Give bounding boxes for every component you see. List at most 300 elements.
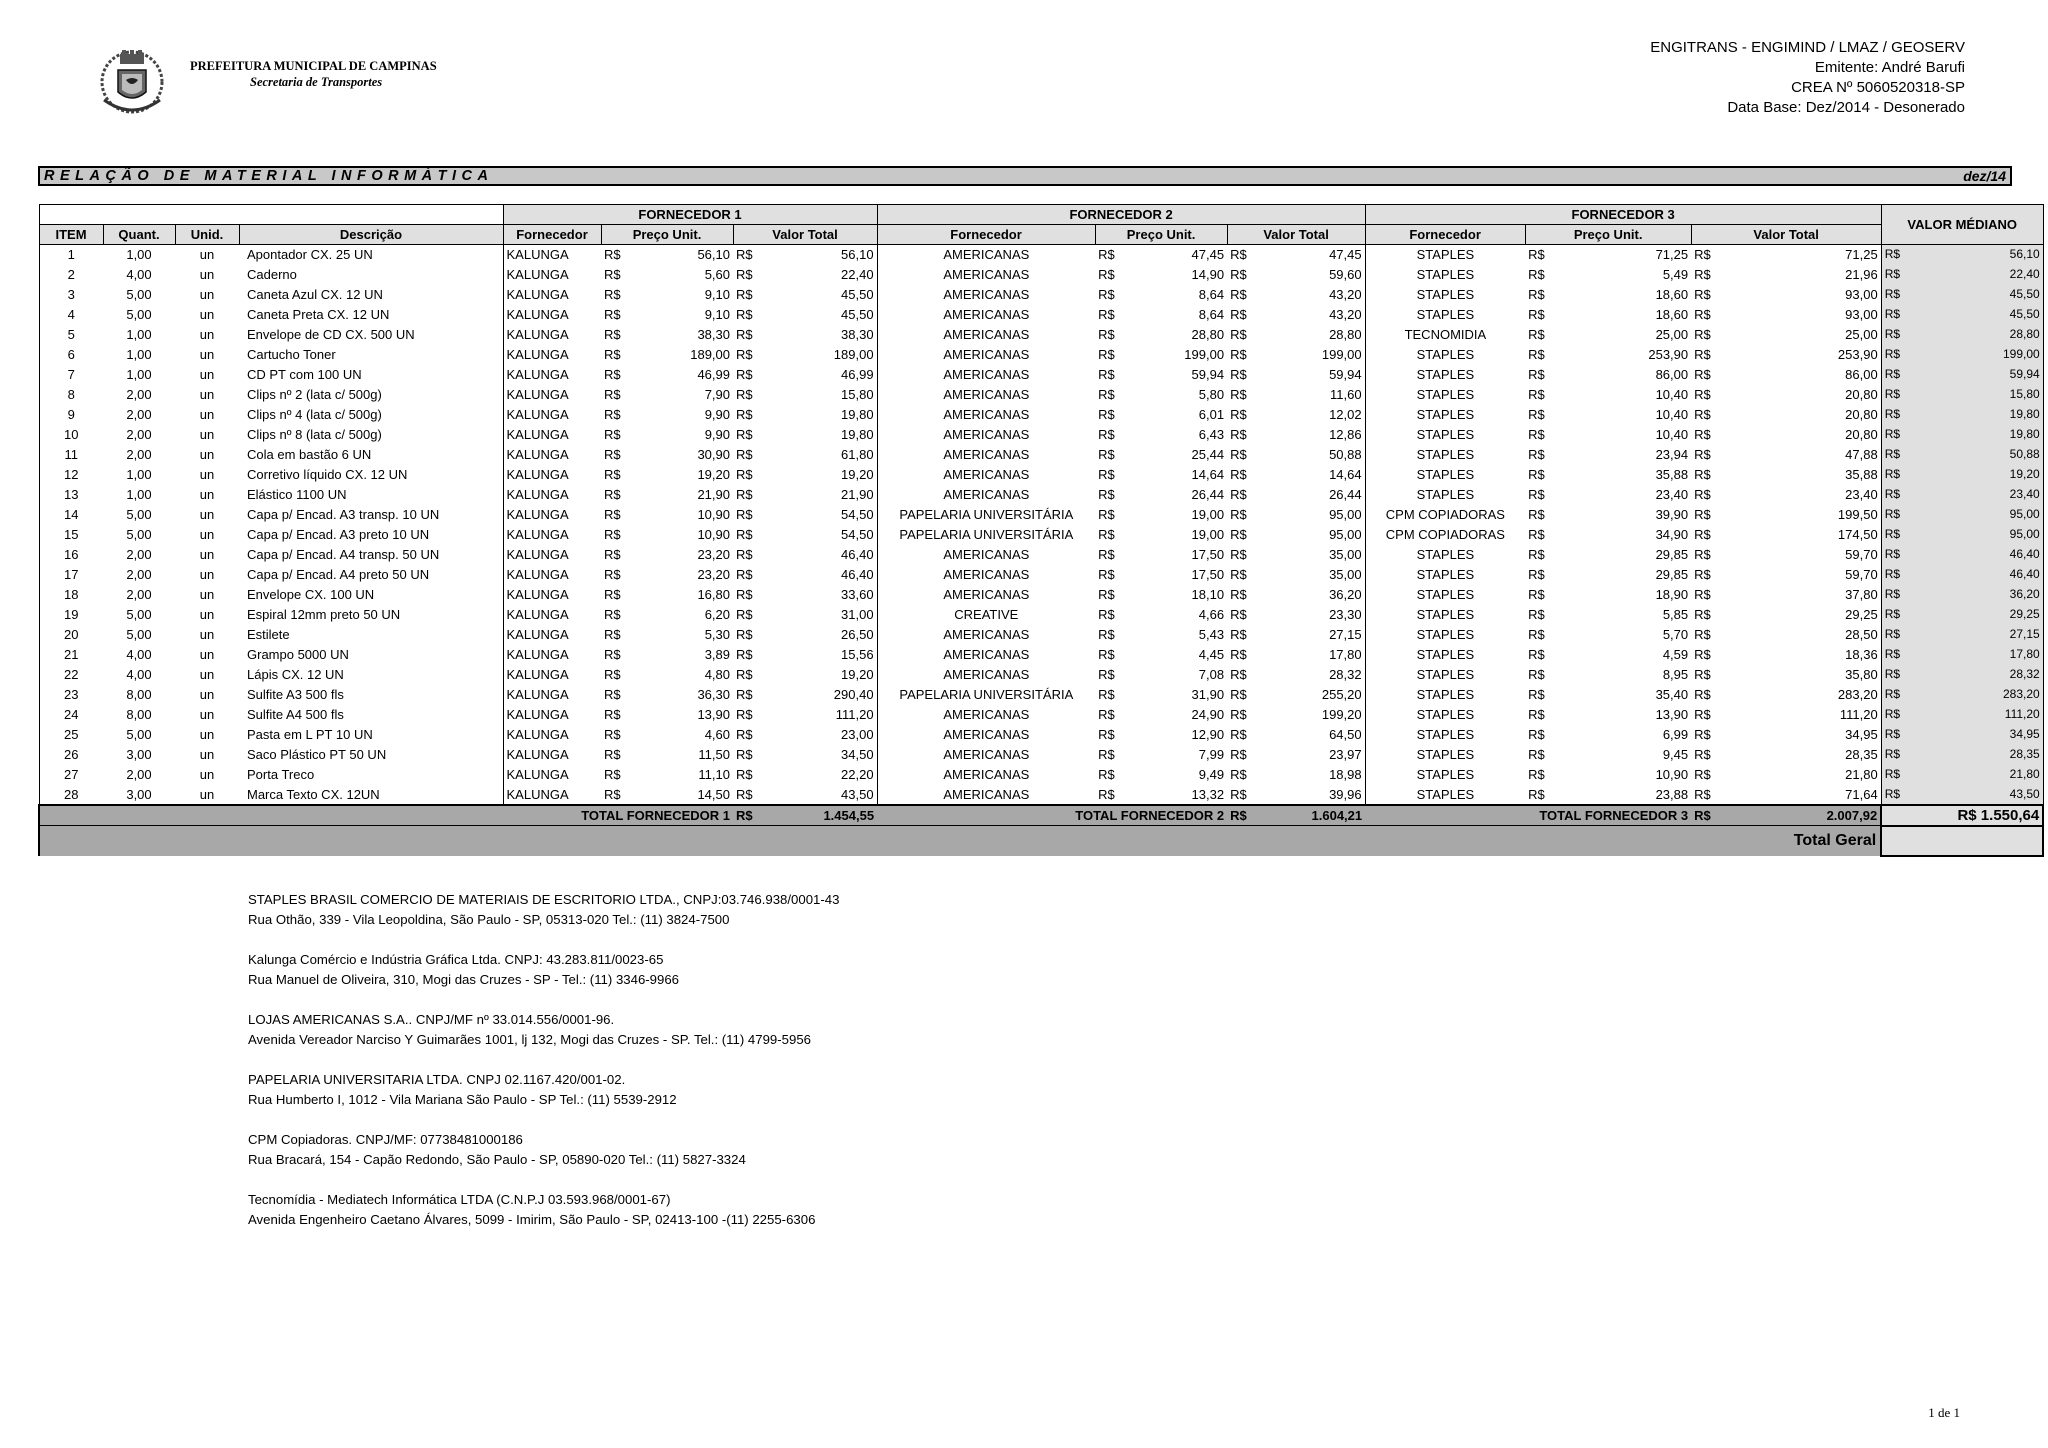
supplier-3-total: 199,50 xyxy=(1837,507,1878,522)
supplier-reference-address: Rua Bracará, 154 - Capão Redondo, São Paulo - SP, 05890-020 Tel.: (11) 5827-3324 xyxy=(248,1152,746,1167)
supplier-1-name: KALUNGA xyxy=(503,285,601,305)
supplier-3-name: STAPLES xyxy=(1365,725,1525,745)
quantity: 1,00 xyxy=(126,487,152,502)
supplier-1-total: 19,20 xyxy=(841,667,874,682)
supplier-3-total: 71,25 xyxy=(1721,245,1881,265)
supplier-2-total: 95,00 xyxy=(1329,507,1362,522)
currency-label: R$ xyxy=(1881,685,1911,705)
supplier-1-unit-price: 9,90 xyxy=(704,427,730,442)
median-value: 21,80 xyxy=(1911,765,2043,785)
quantity: 5,00 xyxy=(126,627,152,642)
quantity: 1,00 xyxy=(103,245,175,265)
total-valor-mediano: R$ 1.550,64 xyxy=(1881,805,2043,826)
supplier-2-unit-price: 4,45 xyxy=(1198,647,1225,662)
supplier-3-name: STAPLES xyxy=(1365,245,1525,265)
description: CD PT com 100 UN xyxy=(247,367,362,382)
currency-label: R$ xyxy=(1528,747,1545,762)
supplier-reference xyxy=(248,1010,839,1050)
item-number: 10 xyxy=(39,425,103,445)
item-number: 22 xyxy=(39,665,103,685)
currency-label: R$ xyxy=(1230,607,1247,622)
currency-label: R$ xyxy=(1230,627,1247,642)
supplier-2-total: 59,94 xyxy=(1329,367,1362,382)
currency-label: R$ xyxy=(1098,467,1115,482)
currency-label: R$ xyxy=(604,627,621,642)
supplier-1-unit-price: 6,20 xyxy=(704,607,730,622)
description: Capa p/ Encad. A4 transp. 50 UN xyxy=(247,547,440,562)
supplier-2-unit-price: 18,10 xyxy=(1191,587,1225,602)
currency-label: R$ xyxy=(1694,627,1711,642)
supplier-3-unit-price: 18,90 xyxy=(1655,587,1689,602)
currency-label: R$ xyxy=(736,687,753,702)
col-item: ITEM xyxy=(39,225,103,245)
currency-label: R$ xyxy=(1881,665,1911,685)
currency-label: R$ xyxy=(1230,747,1247,762)
median-value: 28,80 xyxy=(1911,325,2043,345)
currency-label: R$ xyxy=(1098,667,1115,682)
quantity: 5,00 xyxy=(126,307,152,322)
description: Corretivo líquido CX. 12 UN xyxy=(247,467,408,482)
supplier-2-total: 43,20 xyxy=(1329,307,1362,322)
supplier-3-name: STAPLES xyxy=(1365,625,1525,645)
currency-label: R$ xyxy=(1881,605,1911,625)
supplier-1-total: 45,50 xyxy=(841,307,874,322)
table-row xyxy=(39,505,2043,525)
supplier-1-unit-price: 30,90 xyxy=(697,447,730,462)
unit: un xyxy=(199,327,215,342)
median-value: 29,25 xyxy=(1911,605,2043,625)
supplier-1-name: KALUNGA xyxy=(503,265,601,285)
supplier-3-unit-price: 10,40 xyxy=(1655,407,1689,422)
supplier-1-total: 61,80 xyxy=(841,447,874,462)
unit: un xyxy=(199,727,215,742)
item-number: 25 xyxy=(39,725,103,745)
currency-label: R$ xyxy=(1230,467,1247,482)
org-name: PREFEITURA MUNICIPAL DE CAMPINAS xyxy=(190,59,437,73)
quantity: 8,00 xyxy=(126,707,152,722)
supplier-3-unit-price: 10,40 xyxy=(1655,427,1689,442)
supplier-2-total: 26,44 xyxy=(1329,487,1362,502)
supplier-1-unit-price: 19,20 xyxy=(697,467,730,482)
description: Clips nº 4 (lata c/ 500g) xyxy=(247,407,382,422)
quantity: 5,00 xyxy=(126,527,152,542)
supplier-reference-address: Rua Humberto I, 1012 - Vila Mariana São Paulo - SP Tel.: (11) 5539-2912 xyxy=(248,1092,677,1107)
currency-label: R$ xyxy=(1528,547,1545,562)
header-fornecedor-2: FORNECEDOR 2 xyxy=(877,205,1365,225)
description: Envelope de CD CX. 500 UN xyxy=(247,327,415,342)
supplier-1-name: KALUNGA xyxy=(503,245,601,265)
currency-label: R$ xyxy=(604,607,621,622)
supplier-1-name: KALUNGA xyxy=(503,705,601,725)
supplier-2-name: AMERICANAS xyxy=(877,265,1095,285)
description: Pasta em L PT 10 UN xyxy=(247,727,373,742)
description: Espiral 12mm preto 50 UN xyxy=(247,607,401,622)
supplier-3-name: STAPLES xyxy=(1365,645,1525,665)
supplier-3-total: 25,00 xyxy=(1845,327,1878,342)
currency-label: R$ xyxy=(604,487,621,502)
supplier-reference-name: PAPELARIA UNIVERSITARIA LTDA. CNPJ 02.1167.420/001-02. xyxy=(248,1072,626,1087)
supplier-reference xyxy=(248,950,839,990)
quantity: 1,00 xyxy=(126,347,152,362)
item-number: 7 xyxy=(39,365,103,385)
currency-label: R$ xyxy=(1881,485,1911,505)
supplier-1-total: 15,80 xyxy=(841,387,874,402)
currency-label: R$ xyxy=(1881,445,1911,465)
description: Capa p/ Encad. A4 preto 50 UN xyxy=(247,567,430,582)
quantity: 4,00 xyxy=(126,267,152,282)
supplier-3-unit-price: 18,60 xyxy=(1655,287,1689,302)
supplier-2-unit-price: 14,90 xyxy=(1191,267,1225,282)
currency-label: R$ xyxy=(1528,387,1545,402)
supplier-3-total: 21,96 xyxy=(1845,267,1878,282)
supplier-3-unit-price: 5,85 xyxy=(1662,607,1689,622)
currency-label: R$ xyxy=(1528,267,1545,282)
currency-label: R$ xyxy=(1528,287,1545,302)
supplier-3-unit-price: 86,00 xyxy=(1655,367,1689,382)
supplier-2-unit-price: 6,01 xyxy=(1198,407,1225,422)
supplier-3-name: STAPLES xyxy=(1365,265,1525,285)
supplier-1-name: KALUNGA xyxy=(503,305,601,325)
currency-label: R$ xyxy=(1098,527,1115,542)
unit: un xyxy=(199,407,215,422)
unit: un xyxy=(199,487,215,502)
supplier-references xyxy=(248,890,839,1250)
supplier-2-unit-price: 47,45 xyxy=(1125,245,1227,265)
supplier-1-unit-price: 21,90 xyxy=(697,487,730,502)
supplier-3-total: 23,40 xyxy=(1845,487,1878,502)
currency-label: R$ xyxy=(1528,527,1545,542)
currency-label: R$ xyxy=(736,347,753,362)
supplier-3-name: STAPLES xyxy=(1365,765,1525,785)
currency-label: R$ xyxy=(736,307,753,322)
currency-label: R$ xyxy=(1230,547,1247,562)
supplier-2-name: AMERICANAS xyxy=(877,245,1095,265)
supplier-2-total: 28,32 xyxy=(1329,667,1362,682)
currency-label: R$ xyxy=(1230,407,1247,422)
description: Cola em bastão 6 UN xyxy=(247,447,372,462)
description: Caneta Azul CX. 12 UN xyxy=(247,287,383,302)
supplier-2-unit-price: 4,66 xyxy=(1198,607,1225,622)
description: Apontador CX. 25 UN xyxy=(239,245,503,265)
supplier-2-total: 39,96 xyxy=(1329,786,1362,802)
supplier-3-name: STAPLES xyxy=(1365,665,1525,685)
supplier-3-total: 253,90 xyxy=(1837,347,1878,362)
supplier-1-total: 290,40 xyxy=(833,687,874,702)
currency-label: R$ xyxy=(604,327,621,342)
median-value: 45,50 xyxy=(1911,305,2043,325)
currency-label: R$ xyxy=(1098,727,1115,742)
supplier-1-unit-price: 9,90 xyxy=(704,407,730,422)
currency-label: R$ xyxy=(1230,507,1247,522)
supplier-1-name: KALUNGA xyxy=(503,405,601,425)
currency-label: R$ xyxy=(1881,625,1911,645)
col-unid: Unid. xyxy=(175,225,239,245)
supplier-1-total: 189,00 xyxy=(833,347,874,362)
supplier-1-name: KALUNGA xyxy=(503,365,601,385)
total-geral-label: Total Geral xyxy=(39,826,1881,856)
description: Clips nº 8 (lata c/ 500g) xyxy=(247,427,382,442)
supplier-2-total: 14,64 xyxy=(1329,467,1362,482)
supplier-3-name: STAPLES xyxy=(1365,745,1525,765)
currency-label: R$ xyxy=(1528,347,1545,362)
currency-label: R$ xyxy=(1881,465,1911,485)
supplier-1-name: KALUNGA xyxy=(503,385,601,405)
currency-label: R$ xyxy=(736,487,753,502)
currency-label: R$ xyxy=(604,367,621,382)
unit: un xyxy=(199,786,215,802)
item-number: 9 xyxy=(39,405,103,425)
supplier-2-name: AMERICANAS xyxy=(877,485,1095,505)
table-row xyxy=(39,645,2043,665)
supplier-3-total: 28,50 xyxy=(1845,627,1878,642)
table-row xyxy=(39,565,2043,585)
supplier-2-name: AMERICANAS xyxy=(877,305,1095,325)
median-value: 199,00 xyxy=(1911,345,2043,365)
median-value: 43,50 xyxy=(1911,785,2043,805)
supplier-3-total: 111,20 xyxy=(1839,707,1878,722)
currency-label: R$ xyxy=(736,467,753,482)
coat-of-arms-icon xyxy=(96,40,168,120)
currency-label: R$ xyxy=(1881,305,1911,325)
currency-label: R$ xyxy=(1694,507,1711,522)
supplier-3-total: 20,80 xyxy=(1845,407,1878,422)
supplier-1-unit-price: 46,99 xyxy=(697,367,730,382)
col-fornecedor: Fornecedor xyxy=(877,225,1095,245)
supplier-2-total: 199,00 xyxy=(1321,347,1362,362)
supplier-2-total: 23,97 xyxy=(1329,747,1362,762)
currency-label: R$ xyxy=(1694,786,1711,802)
supplier-1-unit-price: 23,20 xyxy=(697,547,730,562)
supplier-1-total: 15,56 xyxy=(841,647,874,662)
currency-label: R$ xyxy=(1694,687,1711,702)
currency-label: R$ xyxy=(1098,267,1115,282)
supplier-3-total: 21,80 xyxy=(1845,767,1878,782)
currency-label: R$ xyxy=(1881,725,1911,745)
supplier-2-name: AMERICANAS xyxy=(877,325,1095,345)
col-preco-unit: Preço Unit. xyxy=(601,225,733,245)
quantity: 3,00 xyxy=(126,747,152,762)
supplier-3-total: 59,70 xyxy=(1845,547,1878,562)
currency-label: R$ xyxy=(1694,387,1711,402)
supplier-2-name: AMERICANAS xyxy=(877,785,1095,805)
currency-label: R$ xyxy=(733,805,763,826)
currency-label: R$ xyxy=(1098,327,1115,342)
currency-label: R$ xyxy=(1230,447,1247,462)
currency-label: R$ xyxy=(736,667,753,682)
currency-label: R$ xyxy=(1525,245,1555,265)
item-number: 18 xyxy=(39,585,103,605)
currency-label: R$ xyxy=(1098,487,1115,502)
median-value: 27,15 xyxy=(1911,625,2043,645)
supplier-reference xyxy=(248,1190,839,1230)
currency-label: R$ xyxy=(604,547,621,562)
table-row xyxy=(39,345,2043,365)
currency-label: R$ xyxy=(1098,627,1115,642)
supplier-3-name: STAPLES xyxy=(1365,305,1525,325)
quantity: 2,00 xyxy=(126,767,152,782)
supplier-1-unit-price: 4,60 xyxy=(704,727,730,742)
currency-label: R$ xyxy=(736,367,753,382)
table-row xyxy=(39,465,2043,485)
currency-label: R$ xyxy=(604,387,621,402)
currency-label: R$ xyxy=(1098,407,1115,422)
currency-label: R$ xyxy=(1528,707,1545,722)
supplier-2-unit-price: 17,50 xyxy=(1191,547,1225,562)
currency-label: R$ xyxy=(1230,327,1247,342)
document-title: RELAÇÃO DE MATERIAL INFORMÁTICA xyxy=(44,168,494,184)
supplier-2-unit-price: 25,44 xyxy=(1191,447,1225,462)
supplier-2-unit-price: 5,80 xyxy=(1198,387,1225,402)
supplier-3-total: 93,00 xyxy=(1845,287,1878,302)
table-row xyxy=(39,725,2043,745)
issuer-line: Emitente: André Barufi xyxy=(1814,59,1965,76)
median-value: 19,80 xyxy=(1911,425,2043,445)
table-row xyxy=(39,625,2043,645)
currency-label: R$ xyxy=(736,287,753,302)
description: Capa p/ Encad. A3 preto 10 UN xyxy=(247,527,430,542)
currency-label: R$ xyxy=(736,547,753,562)
currency-label: R$ xyxy=(736,427,753,442)
quantity: 4,00 xyxy=(126,647,152,662)
supplier-3-unit-price: 253,90 xyxy=(1648,347,1689,362)
supplier-1-name: KALUNGA xyxy=(503,785,601,805)
supplier-2-total: 255,20 xyxy=(1321,687,1362,702)
supplier-3-unit-price: 18,60 xyxy=(1655,307,1689,322)
col-fornecedor: Fornecedor xyxy=(503,225,601,245)
supplier-2-unit-price: 59,94 xyxy=(1191,367,1225,382)
currency-label: R$ xyxy=(1528,786,1545,802)
supplier-2-name: AMERICANAS xyxy=(877,645,1095,665)
median-value: 36,20 xyxy=(1911,585,2043,605)
supplier-2-total: 199,20 xyxy=(1321,707,1362,722)
supplier-3-name: STAPLES xyxy=(1365,465,1525,485)
total-fornecedor-2-label: TOTAL FORNECEDOR 2 xyxy=(877,805,1227,826)
currency-label: R$ xyxy=(1881,705,1911,725)
currency-label: R$ xyxy=(1230,367,1247,382)
issuer-line: Data Base: Dez/2014 - Desonerado xyxy=(1727,99,1965,116)
supplier-3-name: STAPLES xyxy=(1365,485,1525,505)
currency-label: R$ xyxy=(1230,267,1247,282)
currency-label: R$ xyxy=(604,747,621,762)
supplier-2-total: 47,45 xyxy=(1257,245,1365,265)
supplier-2-total: 18,98 xyxy=(1329,767,1362,782)
currency-label: R$ xyxy=(1098,707,1115,722)
supplier-1-unit-price: 36,30 xyxy=(697,687,730,702)
col-preco-unit: Preço Unit. xyxy=(1525,225,1691,245)
description: Clips nº 2 (lata c/ 500g) xyxy=(247,387,382,402)
material-table xyxy=(38,204,2044,857)
supplier-2-name: AMERICANAS xyxy=(877,425,1095,445)
supplier-3-total: 174,50 xyxy=(1837,527,1878,542)
item-number: 2 xyxy=(39,265,103,285)
document-date: dez/14 xyxy=(1963,168,2006,184)
supplier-3-total: 18,36 xyxy=(1845,647,1878,662)
median-value: 46,40 xyxy=(1911,545,2043,565)
supplier-reference xyxy=(248,1130,839,1170)
supplier-1-unit-price: 3,89 xyxy=(704,647,730,662)
item-number: 4 xyxy=(39,305,103,325)
supplier-3-name: STAPLES xyxy=(1365,585,1525,605)
supplier-2-total: 43,20 xyxy=(1329,287,1362,302)
supplier-1-total: 38,30 xyxy=(841,327,874,342)
supplier-2-unit-price: 28,80 xyxy=(1191,327,1225,342)
supplier-1-name: KALUNGA xyxy=(503,525,601,545)
supplier-1-total: 22,20 xyxy=(841,767,874,782)
supplier-1-total: 19,20 xyxy=(841,467,874,482)
supplier-3-name: STAPLES xyxy=(1365,365,1525,385)
supplier-3-unit-price: 5,49 xyxy=(1662,267,1689,282)
currency-label: R$ xyxy=(1098,367,1115,382)
currency-label: R$ xyxy=(736,786,753,802)
currency-label: R$ xyxy=(1528,687,1545,702)
currency-label: R$ xyxy=(1528,447,1545,462)
item-number: 26 xyxy=(39,745,103,765)
supplier-1-unit-price: 5,30 xyxy=(704,627,730,642)
quantity: 2,00 xyxy=(126,567,152,582)
item-number: 15 xyxy=(39,525,103,545)
supplier-2-name: CREATIVE xyxy=(877,605,1095,625)
supplier-2-unit-price: 6,43 xyxy=(1198,427,1225,442)
supplier-3-total: 86,00 xyxy=(1845,367,1878,382)
unit: un xyxy=(199,367,215,382)
supplier-3-name: STAPLES xyxy=(1365,565,1525,585)
currency-label: R$ xyxy=(1694,607,1711,622)
currency-label: R$ xyxy=(736,607,753,622)
item-number: 5 xyxy=(39,325,103,345)
currency-label: R$ xyxy=(1098,747,1115,762)
currency-label: R$ xyxy=(1881,645,1911,665)
supplier-2-name: AMERICANAS xyxy=(877,705,1095,725)
currency-label: R$ xyxy=(604,307,621,322)
description: Caderno xyxy=(247,267,297,282)
currency-label: R$ xyxy=(604,786,621,802)
supplier-2-name: AMERICANAS xyxy=(877,765,1095,785)
currency-label: R$ xyxy=(1098,767,1115,782)
supplier-2-name: AMERICANAS xyxy=(877,665,1095,685)
supplier-3-total: 59,70 xyxy=(1845,567,1878,582)
currency-label: R$ xyxy=(604,467,621,482)
supplier-1-name: KALUNGA xyxy=(503,445,601,465)
currency-label: R$ xyxy=(1528,647,1545,662)
supplier-1-unit-price: 10,90 xyxy=(697,527,730,542)
currency-label: R$ xyxy=(1694,707,1711,722)
unit: un xyxy=(199,287,215,302)
currency-label: R$ xyxy=(1230,347,1247,362)
currency-label: R$ xyxy=(1230,567,1247,582)
supplier-reference-name: STAPLES BRASIL COMERCIO DE MATERIAIS DE ESCRITORIO LTDA., CNPJ:03.746.938/0001-43 xyxy=(248,892,840,907)
table-row xyxy=(39,525,2043,545)
currency-label: R$ xyxy=(601,245,631,265)
unit: un xyxy=(199,747,215,762)
item-number: 1 xyxy=(39,245,103,265)
supplier-3-total: 34,95 xyxy=(1845,727,1878,742)
currency-label: R$ xyxy=(1528,307,1545,322)
supplier-2-name: AMERICANAS xyxy=(877,545,1095,565)
currency-label: R$ xyxy=(1881,365,1911,385)
currency-label: R$ xyxy=(604,587,621,602)
col-valor-total: Valor Total xyxy=(733,225,877,245)
currency-label: R$ xyxy=(1694,327,1711,342)
supplier-3-name: STAPLES xyxy=(1365,705,1525,725)
supplier-2-name: PAPELARIA UNIVERSITÁRIA xyxy=(877,685,1095,705)
supplier-3-total: 283,20 xyxy=(1837,687,1878,702)
currency-label: R$ xyxy=(1230,767,1247,782)
description: Sulfite A3 500 fls xyxy=(247,687,344,702)
currency-label: R$ xyxy=(1881,525,1911,545)
supplier-reference-name: Kalunga Comércio e Indústria Gráfica Ltda. CNPJ: 43.283.811/0023-65 xyxy=(248,952,664,967)
currency-label: R$ xyxy=(604,727,621,742)
supplier-2-unit-price: 8,64 xyxy=(1198,307,1225,322)
